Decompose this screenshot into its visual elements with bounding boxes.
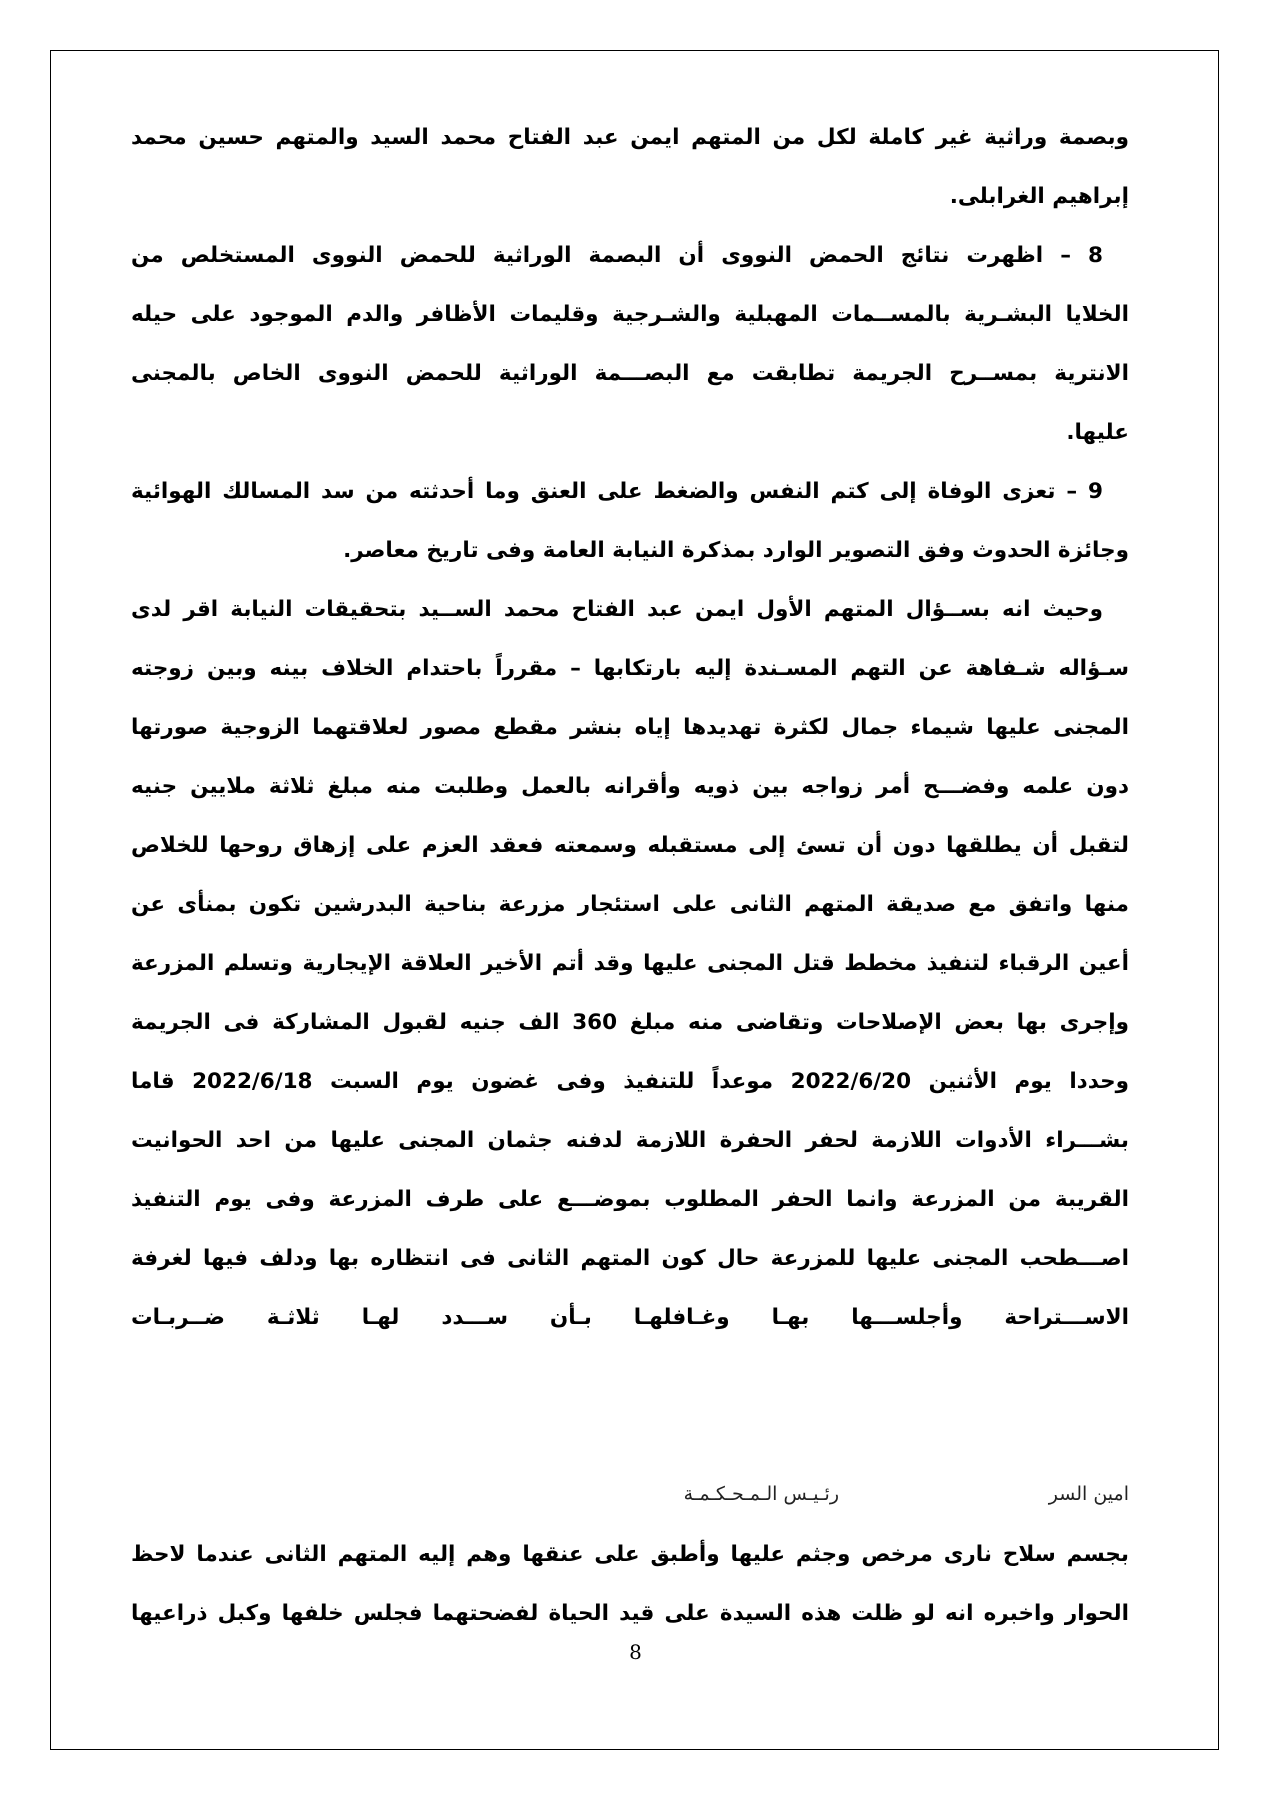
text-line: سـؤاله شـفاهة عن التهم المسـندة إليه بارتكابها – مقرراً باحتدام الخلاف بينه وبين زوجته [131,656,1129,681]
text-line: منها واتفق مع صديقة المتهم الثانى على استئجار مزرعة بناحية البدرشين تكون بمنأى عن [131,892,1129,917]
text-line: وبصمة وراثية غير كاملة لكل من المتهم ايمن عبد الفتاح محمد السيد والمتهم حسين محمد [131,125,1129,150]
document-body [131,108,1129,1347]
continuation-body [131,1525,1129,1643]
text-line: أعين الرقباء لتنفيذ مخطط قتل المجنى عليها وقد أتم الأخير العلاقة الإيجارية وتسلم المزرعة [131,951,1129,976]
text-line: لتقبل أن يطلقها دون أن تسئ إلى مستقبله وسمعته فعقد العزم على إزهاق روحها للخلاص [131,833,1129,858]
text-line: دون علمه وفضـــح أمر زواجه بين ذويه وأقرانه بالعمل وطلبت منه مبلغ ثلاثة ملايين جنيه [131,774,1129,799]
text-line: الاســـتراحة وأجلســـها بهـا وغـافلهـا بـأن ســـدد لهـا ثلاثـة ضــربـات [131,1305,1129,1330]
text-line: الحوار واخبره انه لو ظلت هذه السيدة على قيد الحياة لفضحتهما فجلس خلفها وكبل ذراعيها [131,1601,1129,1626]
text-line: 8 – اظهرت نتائج الحمض النووى أن البصمة الوراثية للحمض النووى المستخلص من [131,243,1103,268]
text-line: 9 – تعزى الوفاة إلى كتم النفس والضغط على العنق وما أحدثته من سد المسالك الهوائية [131,479,1103,504]
secretary-signature-label: امين السر [1048,1483,1129,1505]
text-line: بشـــراء الأدوات اللازمة لحفر الحفرة اللازمة لدفنه جثمان المجنى عليها من احد الحوانيت [131,1128,1129,1153]
text-line: بجسم سلاح نارى مرخص وجثم عليها وأطبق على عنقها وهم إليه المتهم الثانى عندما لاحظ [131,1542,1129,1567]
text-line: وجائزة الحدوث وفق التصوير الوارد بمذكرة النيابة العامة وفى تاريخ معاصر. [343,538,1129,563]
signature-row [131,1483,1129,1523]
text-line: الانترية بمســرح الجريمة تطابقت مع البصـــمة الوراثية للحمض النووى الخاص بالمجنى [131,361,1129,386]
text-line: وإجرى بها بعض الإصلاحات وتقاضى منه مبلغ 360 الف جنيه لقبول المشاركة فى الجريمة [131,1010,1129,1035]
text-line: اصـــطحب المجنى عليها للمزرعة حال كون المتهم الثانى فى انتظاره بها ودلف فيها لغرفة [131,1246,1129,1271]
court-president-signature-label: رئـيـس الـمـحـكـمـة [683,1483,839,1505]
text-line: وحيث انه بســؤال المتهم الأول ايمن عبد الفتاح محمد الســيد بتحقيقات النيابة اقر لدى [131,597,1103,622]
text-line: عليها. [1066,420,1129,445]
text-line: المجنى عليها شيماء جمال لكثرة تهديدها إياه بنشر مقطع مصور لعلاقتهما الزوجية صورتها [131,715,1129,740]
text-line: القريبة من المزرعة وانما الحفر المطلوب بموضـــع على طرف المزرعة وفى يوم التنفيذ [131,1187,1129,1212]
text-line: الخلايا البشـرية بالمســمات المهبلية والشـرجية وقليمات الأظافر والدم الموجود على حيله [131,302,1129,327]
page-number: 8 [629,1640,642,1664]
text-line: وحددا يوم الأثنين 2022/6/20 موعداً للتنفيذ وفى غضون يوم السبت 2022/6/18 قاما [131,1069,1129,1094]
text-line: إبراهيم الغرابلى. [949,184,1129,209]
